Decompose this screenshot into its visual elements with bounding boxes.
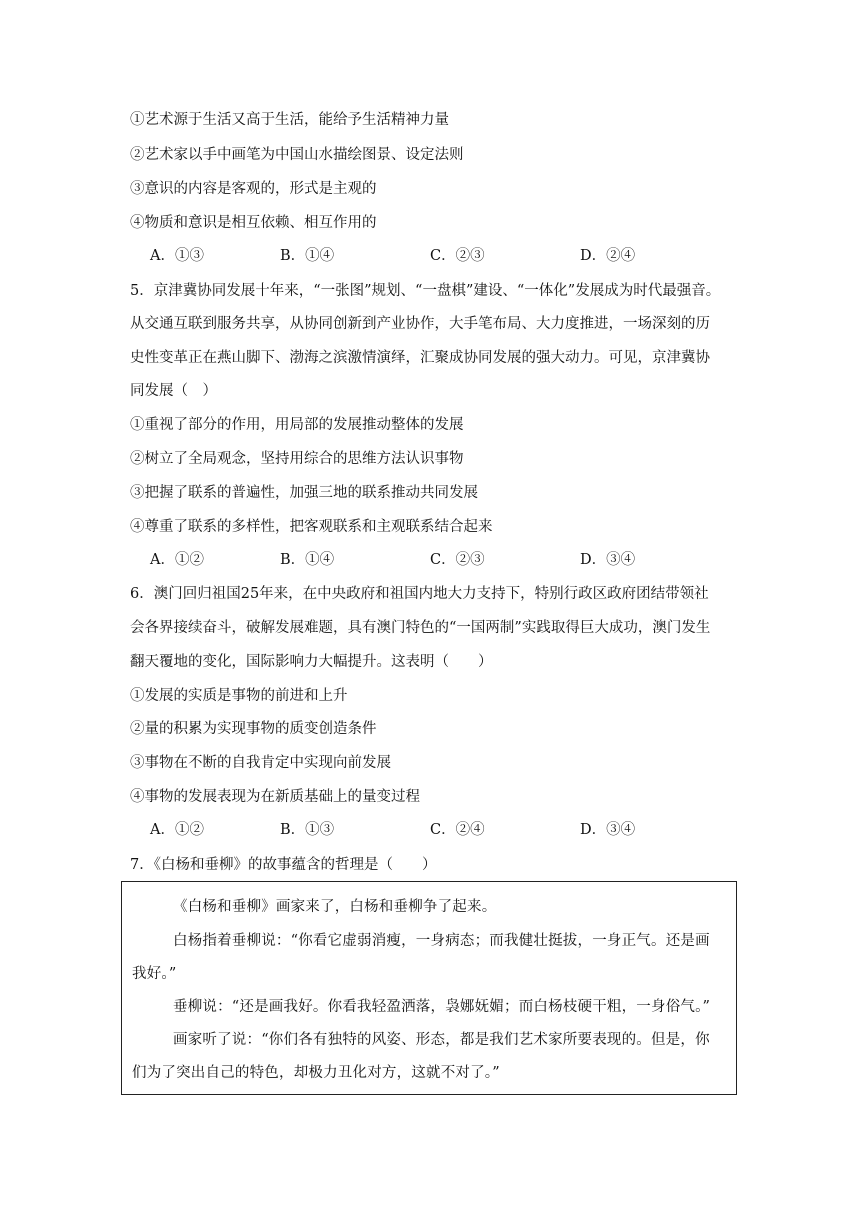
q6-stem-line-2: 会各界接续奋斗，破解发展难题，具有澳门特色的“一国两制”实践取得巨大成功，澳门发生 [130,620,711,636]
q6-option-b: B．①③ [280,822,335,838]
story-box [121,881,737,1095]
q5-statement-4: ④尊重了联系的多样性，把客观联系和主观联系结合起来 [130,519,493,535]
q4-statement-2: ②艺术家以手中画笔为中国山水描绘图景、设定法则 [130,147,464,163]
q5-statement-2: ②树立了全局观念，坚持用综合的思维方法认识事物 [130,451,464,467]
q5-stem-line-3: 史性变革正在燕山脚下、渤海之滨激情演绎，汇聚成协同发展的强大动力。可见，京津冀协 [130,350,710,366]
q5-stem-line-1: 5．京津冀协同发展十年来，“一张图”规划、“一盘棋”建设、“一体化”发展成为时代最强音。 [130,283,721,299]
q6-statement-2: ②量的积累为实现事物的质变创造条件 [130,721,377,737]
q5-stem-line-4: 同发展（ ） [130,383,217,399]
q4-statement-1: ①艺术源于生活又高于生活，能给予生活精神力量 [130,112,449,128]
q6-option-a: A．①② [150,822,204,838]
q4-statement-3: ③意识的内容是客观的，形式是主观的 [130,181,377,197]
q6-stem-line-3: 翻天覆地的变化，国际影响力大幅提升。这表明（ ） [130,654,493,670]
q6-option-d: D．③④ [580,822,636,838]
q6-statement-4: ④事物的发展表现为在新质基础上的量变过程 [130,789,420,805]
story-line-4: 垂柳说：“还是画我好。你看我轻盈洒落，袅娜妩媚；而白杨枝硬干粗，一身俗气。” [173,999,711,1015]
q5-option-a: A．①② [150,552,204,568]
q5-options [150,550,730,570]
q6-stem-line-1: 6．澳门回归祖国25年来，在中央政府和祖国内地大力支持下，特别行政区政府团结带领社 [130,586,709,602]
q6-options [150,820,730,840]
q6-statement-1: ①发展的实质是事物的前进和上升 [130,688,348,704]
q5-stem-line-2: 从交通互联到服务共享，从协同创新到产业协作，大手笔布局、大力度推进，一场深刻的历 [130,316,710,332]
q4-option-a: A．①③ [150,248,204,264]
story-line-6: 们为了突出自己的特色，却极力丑化对方，这就不对了。” [132,1065,500,1081]
q6-statement-3: ③事物在不断的自我肯定中实现向前发展 [130,755,391,771]
q5-option-c: C．②③ [430,552,485,568]
story-line-3: 我好。” [132,966,177,982]
q5-option-d: D．③④ [580,552,636,568]
story-line-1: 《白杨和垂柳》画家来了，白杨和垂柳争了起来。 [173,899,497,915]
q4-option-b: B．①④ [280,248,335,264]
story-line-2: 白杨指着垂柳说：“你看它虚弱消瘦，一身病态；而我健壮挺拔，一身正气。还是画 [173,933,710,949]
q5-option-b: B．①④ [280,552,335,568]
q5-statement-1: ①重视了部分的作用，用局部的发展推动整体的发展 [130,417,464,433]
q4-statement-4: ④物质和意识是相互依赖、相互作用的 [130,215,377,231]
q5-statement-3: ③把握了联系的普遍性，加强三地的联系推动共同发展 [130,485,478,501]
q4-options [150,246,730,266]
q4-option-c: C．②③ [430,248,485,264]
q7-stem: 7．《白杨和垂柳》的故事蕴含的哲理是（ ） [130,857,437,873]
q6-option-c: C．②④ [430,822,485,838]
story-line-5: 画家听了说：“你们各有独特的风姿、形态，都是我们艺术家所要表现的。但是，你 [173,1032,710,1048]
q4-option-d: D．②④ [580,248,636,264]
